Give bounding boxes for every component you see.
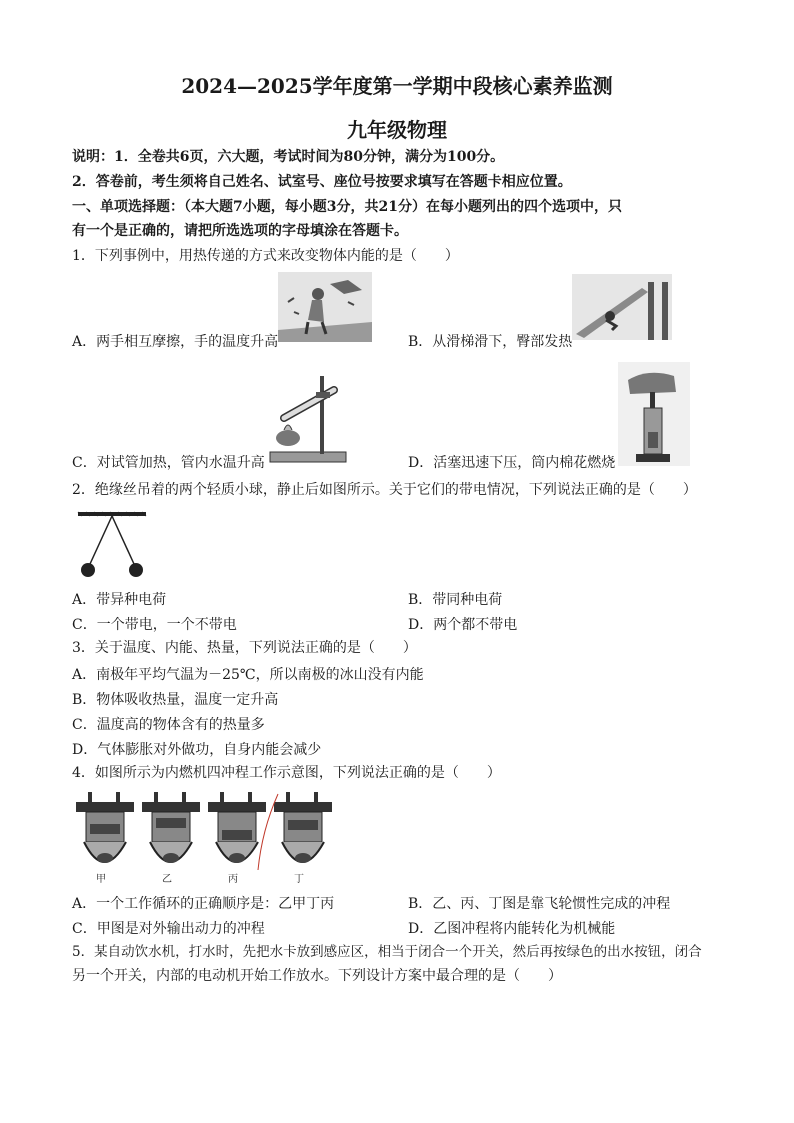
question-3-option-c[interactable]: C．温度高的物体含有的热量多 [72,717,265,733]
section-heading-line-1: 一、单项选择题：（本大题7小题，每小题3分，共21分）在每小题列出的四个选项中，只 [72,199,622,215]
question-5-stem-line-2: 另一个开关，内部的电动机开始工作放水。下列设计方案中最合理的是（ ） [72,968,562,984]
question-3-option-a[interactable]: A．南极年平均气温为－25℃，所以南极的冰山没有内能 [72,667,424,683]
note-line-1: 说明：1．全卷共6页，六大题，考试时间为80分钟，满分为100分。 [72,149,505,165]
question-2-option-c[interactable]: C．一个带电，一个不带电 [72,617,237,633]
question-1-option-b[interactable]: B．从滑梯滑下，臀部发热 [408,334,573,350]
engine-label-ding: 丁 [294,874,304,885]
note-line-2: 2．答卷前，考生须将自己姓名、试室号、座位号按要求填写在答题卡相应位置。 [72,174,572,190]
question-1-option-c[interactable]: C．对试管加热，管内水温升高 [72,455,265,471]
question-2-option-d[interactable]: D．两个都不带电 [408,617,518,633]
engine-label-jia: 甲 [96,874,106,885]
leaf-image [278,272,372,342]
question-4-option-a[interactable]: A．一个工作循环的正确顺序是：乙甲丁丙 [72,896,335,912]
piston-image [618,362,690,466]
test-tube-heating-image [264,372,352,464]
question-4-option-d[interactable]: D．乙图冲程将内能转化为机械能 [408,921,616,937]
charged-balls-image [72,508,156,580]
engine-strokes-image [72,790,342,886]
slide-image [572,274,672,340]
exam-title: 2024—2025学年度第一学期中段核心素养监测 [181,74,613,98]
question-4-option-b[interactable]: B．乙、丙、丁图是靠飞轮惯性完成的冲程 [408,896,671,912]
question-1-option-a[interactable]: A．两手相互摩擦，手的温度升高 [72,334,279,350]
exam-subtitle: 九年级物理 [347,118,447,142]
question-3-option-b[interactable]: B．物体吸收热量，温度一定升高 [72,692,279,708]
question-1-option-d[interactable]: D．活塞迅速下压，筒内棉花燃烧 [408,455,616,471]
question-1-stem: 1．下列事例中，用热传递的方式来改变物体内能的是（ ） [72,248,459,264]
question-5-stem-line-1: 5．某自动饮水机，打水时，先把水卡放到感应区，相当于闭合一个开关，然后再按绿色的出水按钮，闭合 [72,944,702,960]
question-4-stem: 4．如图所示为内燃机四冲程工作示意图，下列说法正确的是（ ） [72,765,501,781]
question-3-stem: 3．关于温度、内能、热量，下列说法正确的是（ ） [72,640,417,656]
question-2-option-b[interactable]: B．带同种电荷 [408,592,503,608]
section-heading-line-2: 有一个是正确的，请把所选选项的字母填涂在答题卡。 [72,223,408,239]
engine-label-yi: 乙 [162,874,172,885]
question-2-option-a[interactable]: A．带异种电荷 [72,592,167,608]
engine-label-bing: 丙 [228,874,238,885]
question-2-stem: 2．绝缘丝吊着的两个轻质小球，静止后如图所示。关于它们的带电情况，下列说法正确的是（ ） [72,482,697,498]
question-4-option-c[interactable]: C．甲图是对外输出动力的冲程 [72,921,265,937]
question-3-option-d[interactable]: D．气体膨胀对外做功，自身内能会减少 [72,742,322,758]
